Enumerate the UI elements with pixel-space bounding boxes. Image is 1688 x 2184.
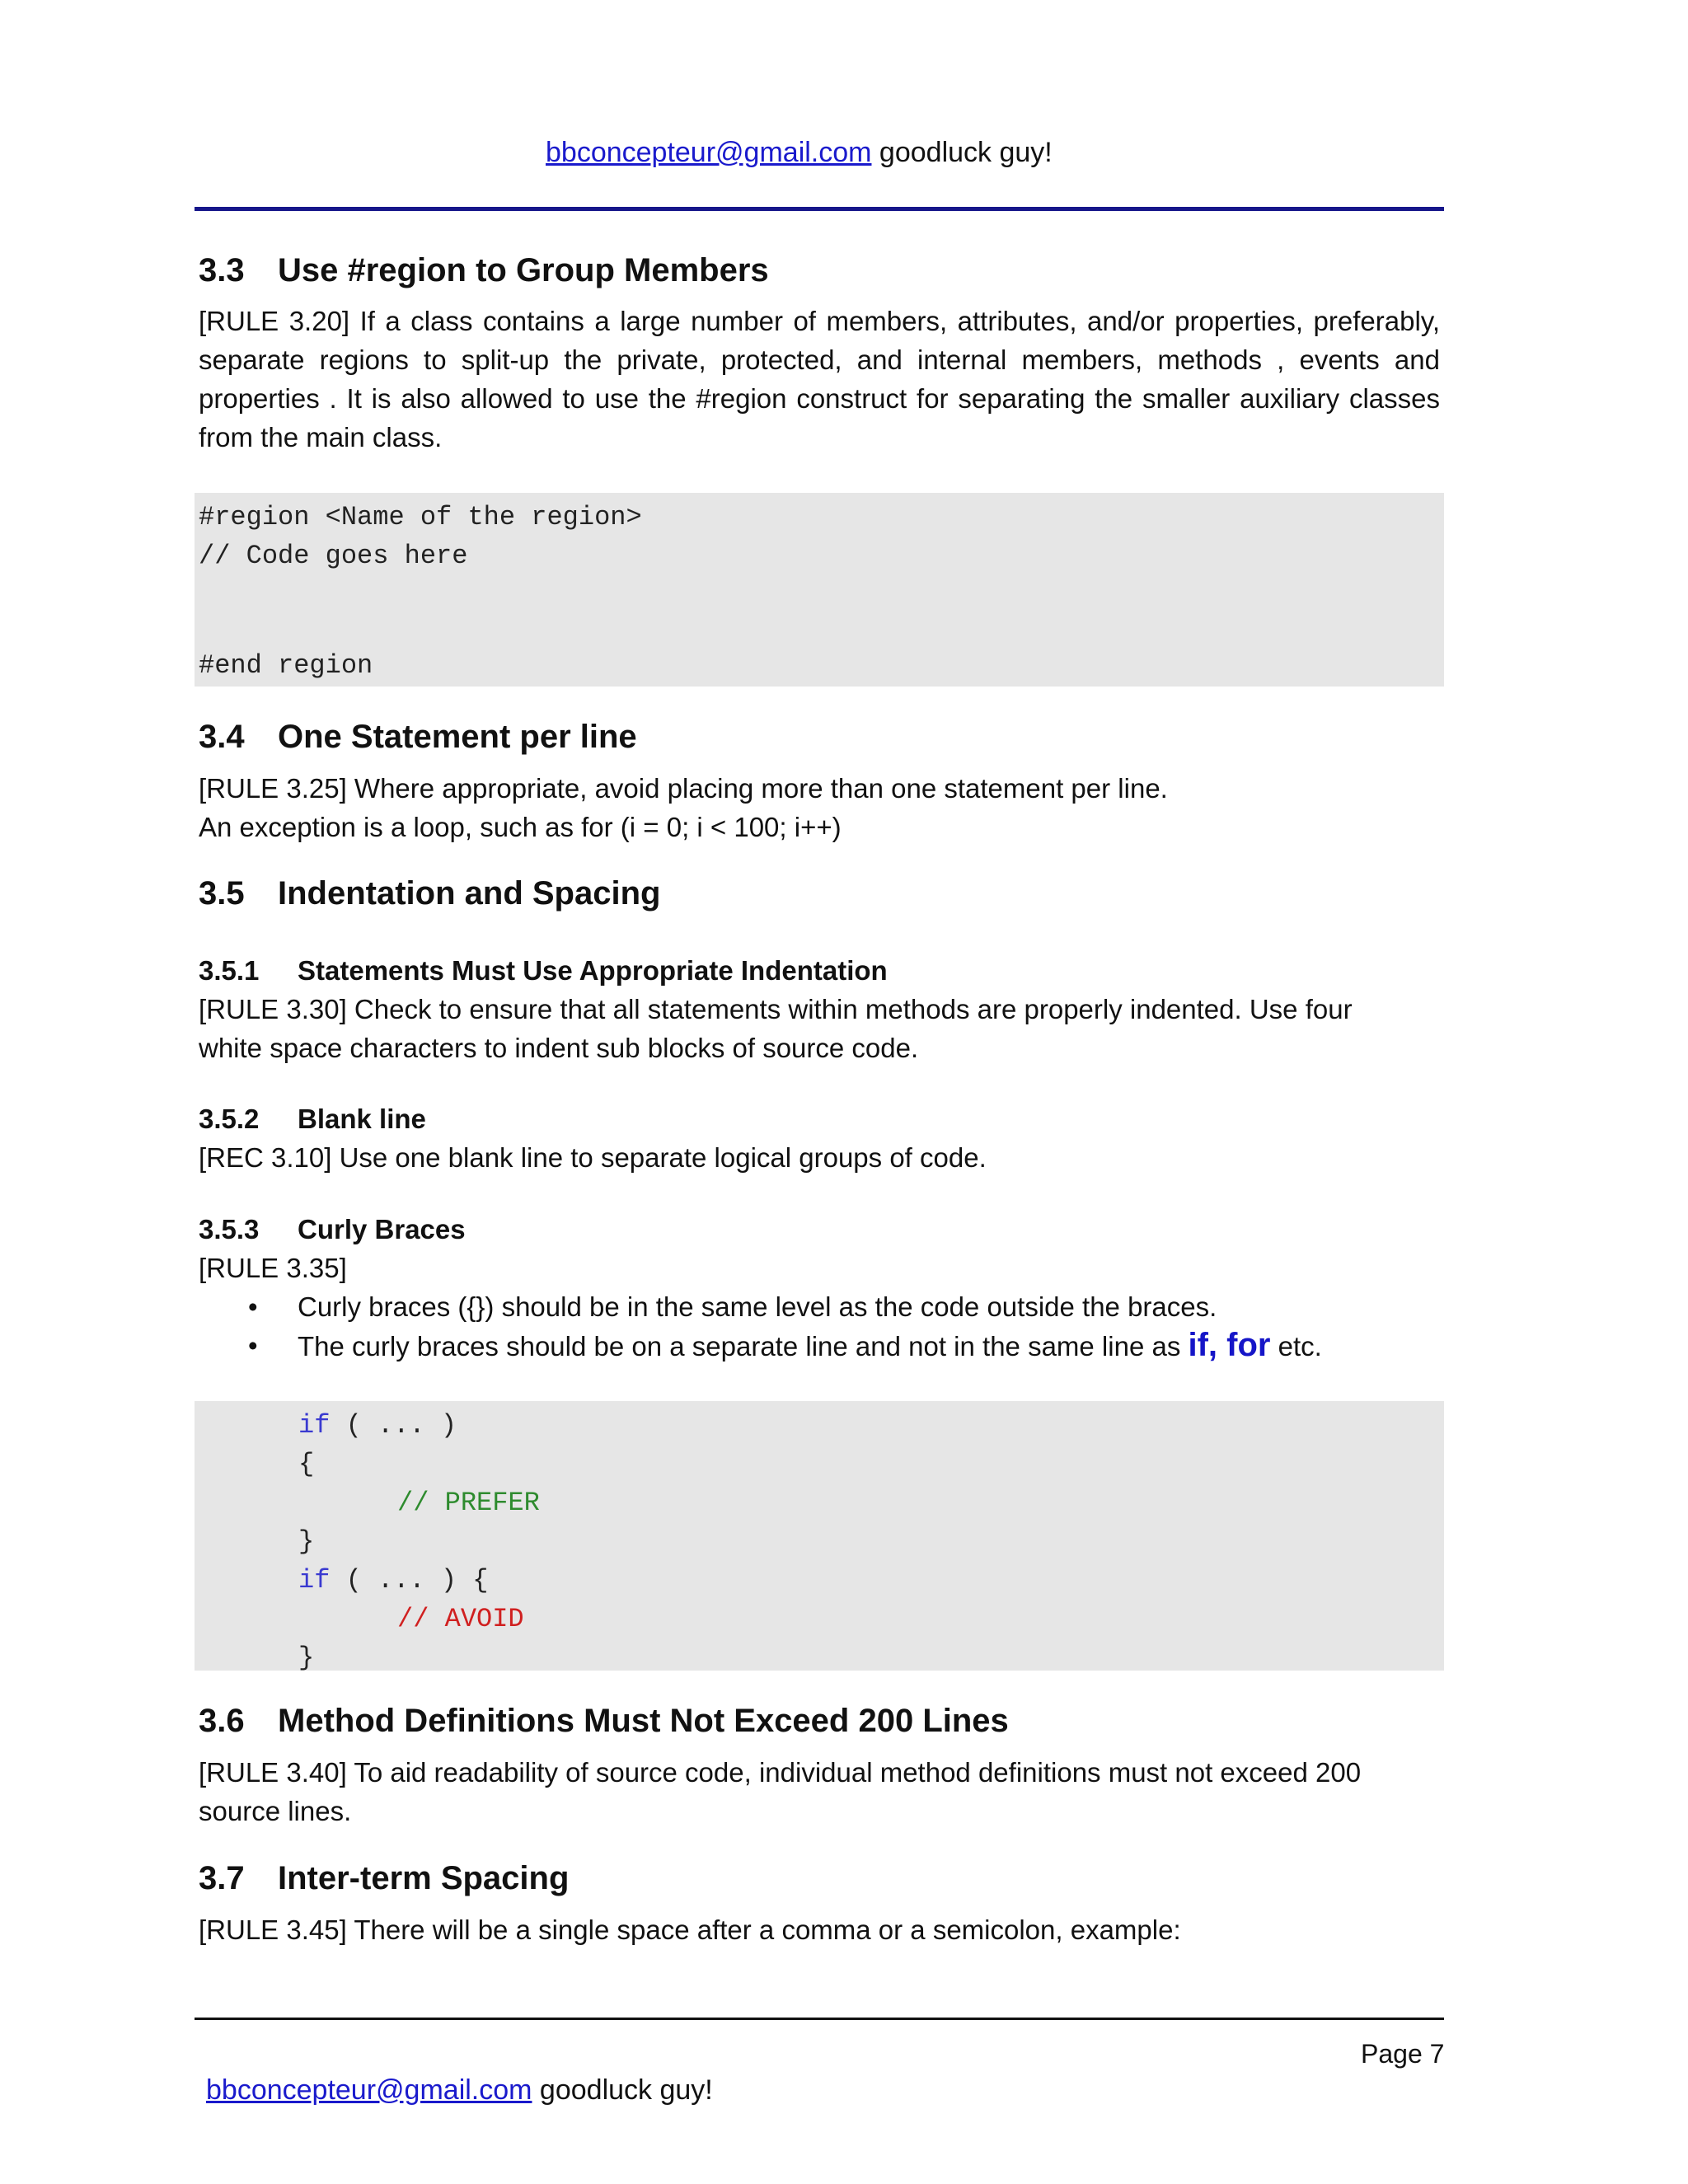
rule-3-45-line: [RULE 3.45] There will be a single space after a comma or a semicolon, example: [199,1915,1181,1945]
code-comment-prefer: // PREFER [397,1488,540,1518]
curly-braces-bullet-list [199,1287,1440,1365]
section-heading-3-7 [199,1858,569,1898]
subsection-heading-3-5-2 [199,1103,426,1136]
header-tagline: goodluck guy! [871,137,1053,168]
section-heading-3-6 [199,1701,1009,1741]
list-item-text [298,1326,1322,1366]
code-line: } [298,1643,315,1673]
footer-divider [195,2018,1444,2020]
rule-3-20-paragraph: [RULE 3.20] If a class contains a large number of members, attributes, and/or properties, preferably, separate regions to split-up the private, protected, and internal members, methods , events and properties . It is also allowed to use the #region construct for separating the smaller auxiliary classes from the main class. [199,306,1440,452]
code-comment-avoid: // AVOID [397,1604,524,1634]
bullet-icon: • [248,1330,258,1361]
footer-tagline: goodluck guy! [532,2074,713,2106]
subsection-title: Statements Must Use Appropriate Indentation [298,955,888,986]
subsection-title: Blank line [298,1104,426,1134]
list-item [199,1326,1440,1365]
section-heading-3-3 [199,251,769,290]
section-number: 3.7 [199,1860,245,1896]
code-line [298,1561,488,1600]
section-number: 3.6 [199,1703,245,1739]
subsection-heading-3-5-1 [199,954,888,987]
code-text: ( ... ) { [330,1565,489,1596]
curly-braces-code-block [195,1401,1444,1671]
section-title: One Statement per line [278,719,637,755]
page-header [546,136,1053,169]
header-divider [195,207,1444,211]
code-line: } [298,1526,315,1557]
page-footer [206,2074,713,2107]
code-text: ( ... ) [330,1410,457,1441]
section-title: Indentation and Spacing [278,875,661,912]
subsection-title: Curly Braces [298,1214,466,1244]
code-line: #end region [199,650,373,681]
rule-3-40-paragraph: [RULE 3.40] To aid readability of source code, individual method definitions must not exceed 200 source lines. [199,1757,1362,1826]
keyword-highlight: if, for [1188,1327,1271,1363]
section-heading-3-4 [199,717,637,757]
section-number: 3.4 [199,719,245,755]
footer-email-link[interactable]: bbconcepteur@gmail.com [206,2074,532,2106]
code-keyword: if [298,1565,331,1596]
code-line: // Code goes here [199,541,468,571]
list-item [199,1287,1440,1326]
list-item-text-tail: etc. [1270,1331,1322,1361]
code-keyword: if [298,1410,331,1441]
rule-3-25-line: [RULE 3.25] Where appropriate, avoid placing more than one statement per line. [199,773,1168,804]
list-item-text: Curly braces ({}) should be in the same level as the code outside the braces. [298,1291,1217,1322]
section-title: Use #region to Group Members [278,252,769,288]
section-title: Inter-term Spacing [278,1860,570,1896]
section-title: Method Definitions Must Not Exceed 200 Lines [278,1703,1009,1739]
rec-3-10-line: [REC 3.10] Use one blank line to separate logical groups of code. [199,1142,987,1173]
exception-line: An exception is a loop, such as for (i = 0; i < 100; i++) [199,812,842,842]
subsection-number: 3.5.2 [199,1104,260,1134]
section-heading-3-5 [199,874,660,913]
header-email-link[interactable]: bbconcepteur@gmail.com [546,137,872,168]
section-number: 3.5 [199,875,245,912]
code-line: #region <Name of the region> [199,502,642,532]
list-item-text-lead: The curly braces should be on a separate line and not in the same line as [298,1331,1189,1361]
subsection-heading-3-5-3 [199,1213,466,1246]
rule-3-30-paragraph: [RULE 3.30] Check to ensure that all statements within methods are properly indented. Use four white space characters to indent sub blocks of source code. [199,994,1353,1063]
subsection-number: 3.5.1 [199,955,260,986]
region-code-block [195,493,1444,687]
page-number: Page 7 [1361,2039,1445,2069]
code-line: { [298,1449,315,1479]
section-number: 3.3 [199,252,245,288]
bullet-icon: • [248,1291,258,1322]
rule-3-35-label: [RULE 3.35] [199,1253,347,1283]
code-line [298,1406,457,1445]
subsection-number: 3.5.3 [199,1214,260,1244]
